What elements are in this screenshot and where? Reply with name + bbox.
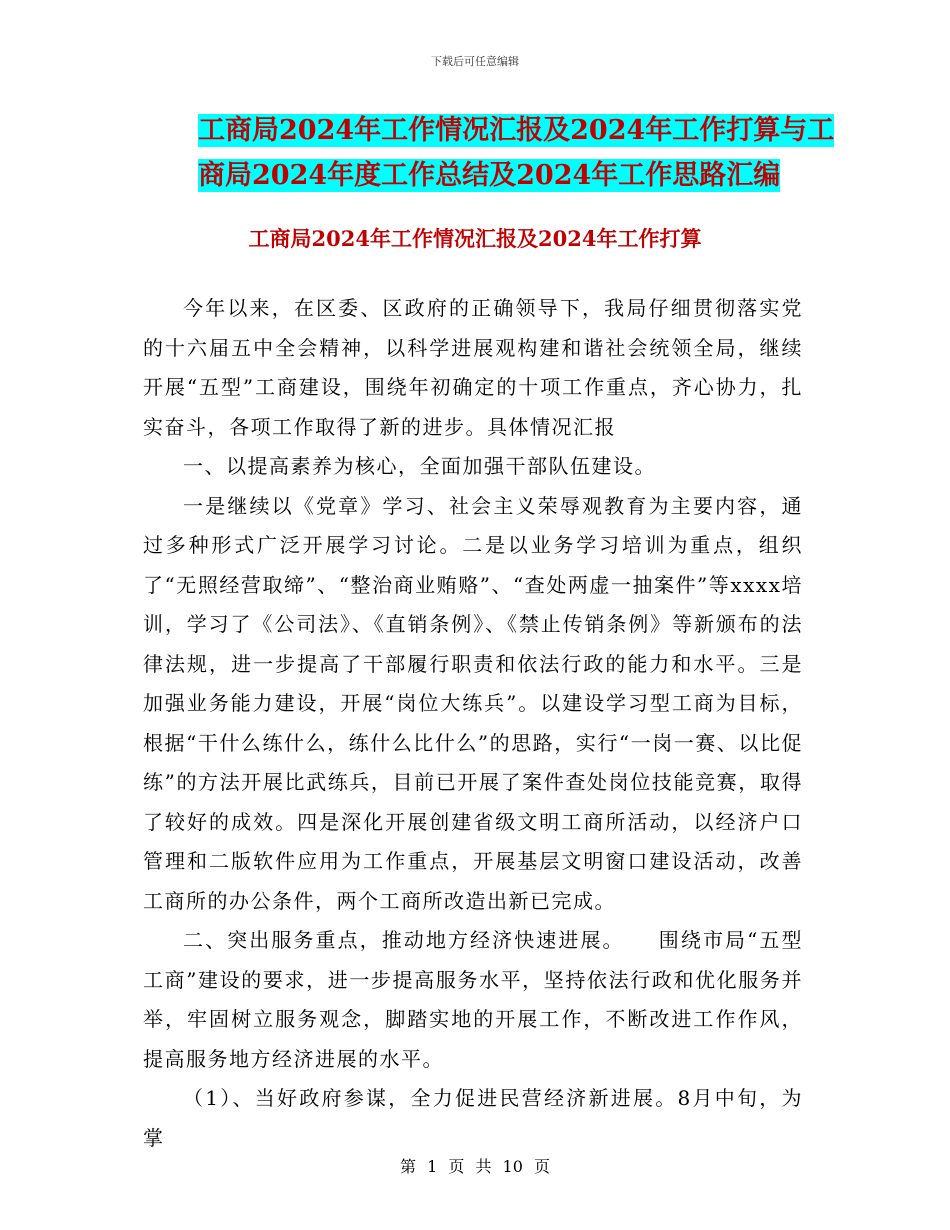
paragraph-heading-1: 一、以提高素养为核心，全面加强干部队伍建设。	[183, 454, 656, 478]
page-footer: 第 1 页 共 10 页	[400, 1157, 550, 1176]
document-title-line-2-text: 商局2024年度工作总结及2024年工作思路汇编	[198, 160, 781, 191]
paragraph-intro: 今年以来，在区委、区政府的正确领导下，我局仔细贯彻落实党的十六届五中全会精神，以科学进展观构建和谐社会统领全局，继续开展“五型”工商建设，围绕年初确定的十项工作重点，齐心协力，扎实奋斗，各项工作取得了新的进步。具体情况汇报	[143, 296, 803, 439]
section-title: 工商局2024年工作情况汇报及2024年工作打算	[248, 226, 702, 251]
document-title-line-1-text: 工商局2024年工作情况汇报及2024年工作打算与工	[198, 115, 835, 146]
header-note: 下载后可任意编辑	[431, 55, 519, 68]
paragraph-team-building: 一是继续以《党章》学习、社会主义荣辱观教育为主要内容，通过多种形式广泛开展学习讨论。二是以业务学习培训为重点，组织了“无照经营取缔”、“整治商业贿赂”、“查处两虚一抽案件”等xxxx培训，学习了《公司法》、《直销条例》、《禁止传销条例》等新颁布的法律法规，进一步提高了干部履行职责和依法行政的能力和水平。三是加强业务能力建设，开展“岗位大练兵”。以建设学习型工商为目标，根据“干什么练什么，练什么比什么”的思路，实行“一岗一赛、以比促练”的方法开展比武练兵，目前已开展了案件查处岗位技能竞赛，取得了较好的成效。四是深化开展创建省级文明工商所活动，以经济户口管理和二版软件应用为工作重点，开展基层文明窗口建设活动，改善工商所的办公条件，两个工商所改造出新已完成。	[143, 493, 803, 913]
body-text	[143, 289, 803, 1158]
document-title-line-2	[0, 154, 950, 198]
paragraph-item-1: （1）、当好政府参谋，全力促进民营经济新进展。8月中旬，为掌	[143, 1086, 803, 1150]
paragraph-heading-2: 二、突出服务重点，推动地方经济快速进展。 围绕市局“五型工商”建设的要求，进一步提高服务水平，坚持依法行政和优化服务并举，牢固树立服务观念，脚踏实地的开展工作，不断改进工作作风，提高服务地方经济进展的水平。	[143, 928, 803, 1071]
document-title-line-1	[0, 109, 950, 153]
